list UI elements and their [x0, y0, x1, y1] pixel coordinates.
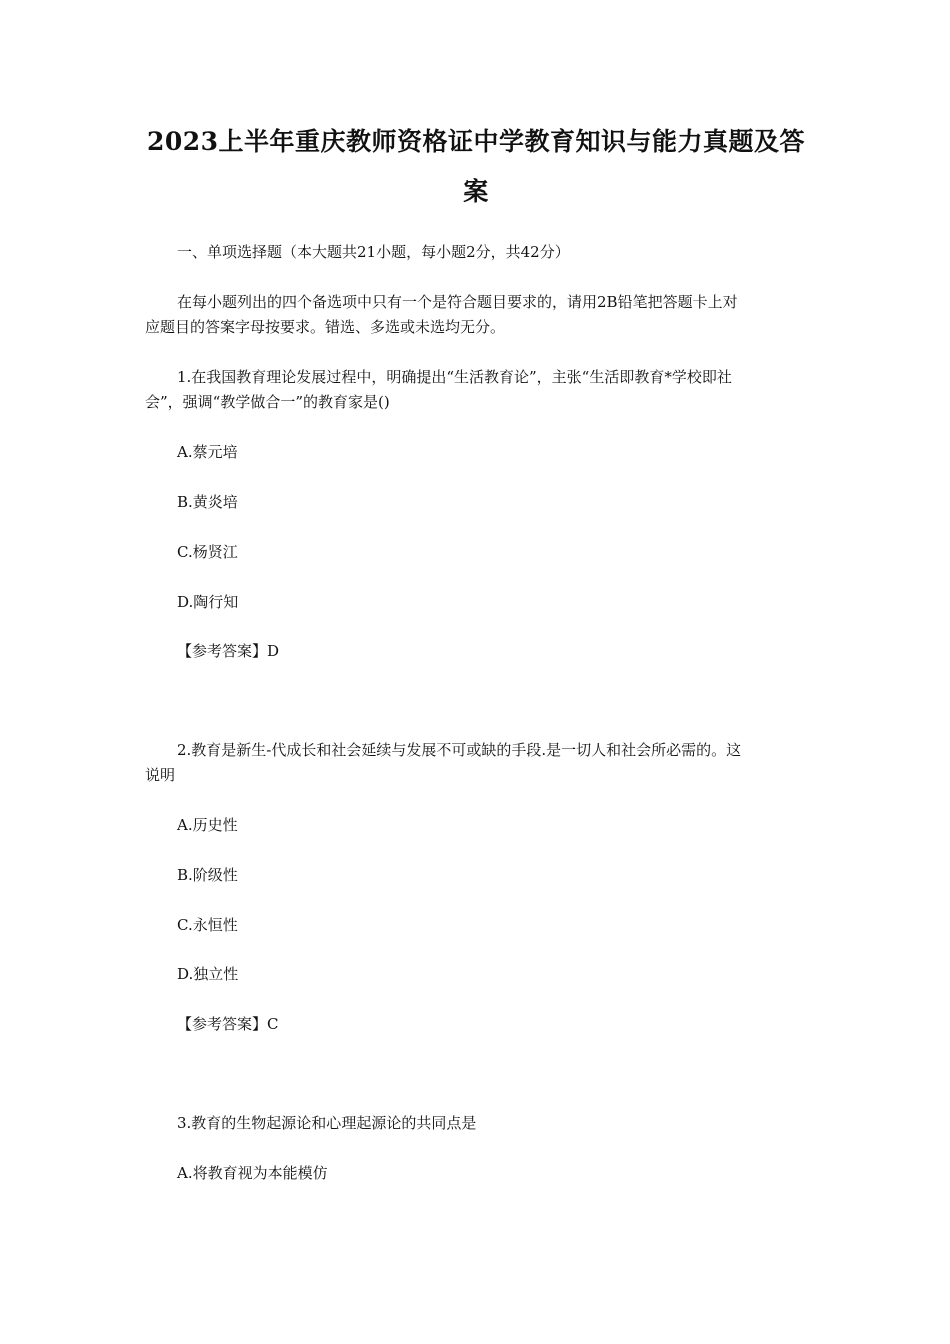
- question-2-option-b: B.阶级性: [177, 866, 238, 884]
- question-2-option-a: A.历史性: [177, 816, 238, 834]
- question-1-option-d: D.陶行知: [177, 593, 239, 611]
- question-2-option-d: D.独立性: [177, 965, 239, 983]
- instructions-line-2: 应题目的答案字母按要求。错选、多选或未选均无分。: [145, 318, 506, 336]
- section-heading: 一、单项选择题（本大题共21小题，每小题2分，共42分）: [177, 243, 570, 261]
- instructions-line-1: 在每小题列出的四个备选项中只有一个是符合题目要求的，请用2B铅笔把答题卡上对: [177, 293, 738, 311]
- question-1-option-b: B.黄炎培: [177, 493, 238, 511]
- question-1-stem-line-1: 1.在我国教育理论发展过程中，明确提出“生活教育论”，主张“生活即教育*学校即社: [177, 368, 732, 386]
- question-2-answer: 【参考答案】C: [177, 1015, 279, 1033]
- question-2-stem-line-1: 2.教育是新生-代成长和社会延续与发展不可或缺的手段.是一切人和社会所必需的。这: [177, 741, 742, 759]
- question-2-stem-line-2: 说明: [145, 766, 176, 784]
- question-3-option-a: A.将教育视为本能模仿: [177, 1164, 328, 1182]
- question-1-option-c: C.杨贤江: [177, 543, 238, 561]
- question-1-stem-line-2: 会”，强调“教学做合一”的教育家是(): [145, 393, 390, 411]
- document-title-line-1: 2023上半年重庆教师资格证中学教育知识与能力真题及答: [146, 127, 806, 156]
- question-2-option-c: C.永恒性: [177, 916, 238, 934]
- question-1-option-a: A.蔡元培: [177, 443, 238, 461]
- question-3-stem-line-1: 3.教育的生物起源论和心理起源论的共同点是: [177, 1114, 477, 1132]
- question-1-answer: 【参考答案】D: [177, 642, 280, 660]
- document-title-line-2: 案: [463, 177, 489, 206]
